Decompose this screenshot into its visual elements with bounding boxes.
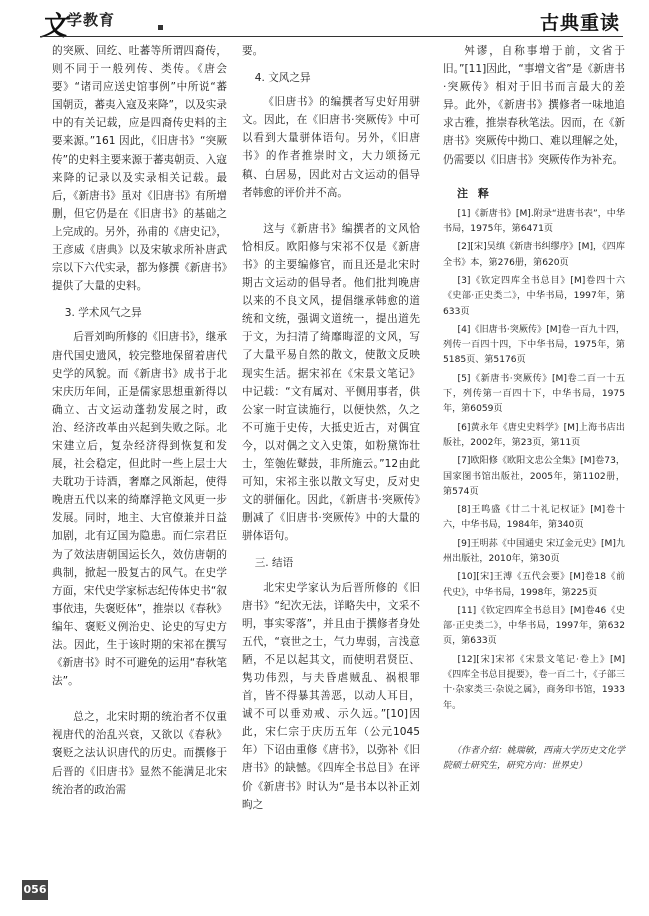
page-header <box>40 8 622 42</box>
subheading: 三. 结语 <box>254 557 294 570</box>
column-2 <box>242 42 420 814</box>
note-item: [11]《钦定四库全书总目》[M]卷46《史部·正史类二》，中华书局，1997年，第632页，第633页 <box>443 605 625 647</box>
note-item: [6]黄永年《唐史史料学》[M]上海书店出版社，2002年，第23页，第11页 <box>443 422 625 448</box>
note-item: [12][宋]宋祁《宋景文笔记·卷上》[M]《四库全书总目提要》，卷一百二十，《子部三十·杂家类三·杂说之属》，商务印书馆，1933年。 <box>443 654 625 711</box>
header-rule <box>40 36 623 37</box>
note-item: [10][宋]王溥《五代会要》[M]卷18《前代史》，中华书局，1998年，第225页 <box>443 572 625 598</box>
magazine-logo-glyph: 文 <box>40 11 67 42</box>
note-item: [5]《新唐书·突厥传》[M]卷二百一十五下，列传第一百四十下，中华书局，1975年，第6059页 <box>443 373 625 415</box>
note-item: [9]王明荪《中国通史 宋辽金元史》[M]九州出版社，2010年，第30页 <box>443 538 625 564</box>
column-1 <box>52 42 227 799</box>
subheading: 3. 学术风气之异 <box>64 307 142 320</box>
page-number: 056 <box>22 880 48 900</box>
notes-list <box>443 207 625 714</box>
paragraph: 的突厥、回纥、吐蕃等所谓四裔传，则不同于一般列传、类传。《唐会要》“诸司应送史馆事例”中所说“蕃国朝贡，蕃夷入寇及来降”，以及实录中的有关记载，应是四裔传史料的主要来源。”161 因此，《旧唐书》“突厥传”的史料主要来源于蕃夷朝贡、入寇来降的记录以及实录相关记载。最后，《新唐书》虽对《旧唐书》有所增删，但它仍是在《旧唐书》的基础之上完成的。另外，孙甫的《唐史记》，王彦威《唐典》以及宋敏求所补唐武宗以下六代实录，都为修撰《新唐书》提供了大量的史料。 <box>52 45 227 293</box>
magazine-logo-text: 学教育 <box>67 11 116 29</box>
paragraph: 北宋史学家认为后晋所修的《旧唐书》“纪次无法，详略失中，文采不明，事实零落”，并且由于撰修者身处五代，“衰世之士，气力卑弱，言浅意陋，不足以起其文，而使明君贤臣、隽功伟烈，与夫昏虐贼乱、祸根罪首，皆不得暴其善恶，以动人耳目，诚不可以垂劝戒、示久远。”[10]因此，宋仁宗于庆历五年（公元1045年）下诏由重修《唐书》，以弥补《旧唐书》的缺憾。《四库全书总目》在评价《新唐书》时认为“是书本以补正刘昫之 <box>242 581 420 811</box>
author-info: （作者介绍：姚瑞敏，西南大学历史文化学院硕士研究生，研究方向：世界史） <box>443 745 625 771</box>
paragraph: 舛谬，自称事增于前，文省于旧。”[11]因此，“事增文省”是《新唐书·突厥传》相对于旧书而言最大的差异。此外，《新唐书》撰修者一味地追求古雅，推崇春秋笔法。因而，在《新唐书》突厥传中拗口、难以理解之处，仍需要以《旧唐书》突厥传作为补充。 <box>443 45 625 166</box>
column-3 <box>443 42 625 774</box>
note-item: [1]《新唐书》[M].附录“进唐书表”，中华书局，1975年，第6471页 <box>443 208 625 235</box>
paragraph: 《旧唐书》的编撰者写史好用骈文。因此，在《旧唐书·突厥传》中可以看到大量骈体语句。另外，《旧唐书》的作者推崇时文，大力颂扬元稹、白居易，因此对古文运动的倡导者韩愈的评价并不高。 <box>242 96 420 199</box>
logo-square-icon <box>158 25 163 30</box>
section-title: 古典重读 <box>539 12 620 34</box>
note-item: [7]欧阳修《欧阳文忠公全集》[M]卷73，国家图书馆出版社，2005年，第1102册，第574页 <box>443 456 625 497</box>
paragraph: 要。 <box>242 45 264 57</box>
note-item: [8]王鸣盛《廿二十礼记权证》[M]卷十六，中华书局，1984年，第340页 <box>443 505 625 531</box>
note-item: [2][宋]吴缜《新唐书纠缪序》[M]，《四库全书》本，第276册，第620页 <box>443 242 625 268</box>
note-item: [3]《钦定四库全书总目》[M]卷四十六《史部·正史类二》，中华书局，1997年，第633页 <box>443 275 625 317</box>
paragraph: 这与《新唐书》编撰者的文风恰恰相反。欧阳修与宋祁不仅是《新唐书》的主要编修官，而且还是北宋时期古文运动的倡导者。他们批判晚唐以来的不良文风，提倡继承韩愈的道统和文统，强调文道统一，提出道先于文，为扫清了绮靡晦涩的文风，写了大量平易自然的散文，使散文反映现实生活。据宋祁在《宋景文笔记》中记载：“文有属对、平侧用事者，供公家一时宣读施行，以便快然，久之不可施于史传，大抵史近古，对偶宜今，以对偶之文入史策，如粉黛饰壮士，笙匏佐鼙鼓，非所施云。”12由此可知，宋祁主张以散文写史，反对史文的骈俪化。因此，《新唐书·突厥传》删减了《旧唐书·突厥传》中的大量的骈体语句。 <box>242 222 420 543</box>
paragraph: 总之，北宋时期的统治者不仅重视唐代的治乱兴衰，又欲以《春秋》褒贬之法认识唐代的历史。而撰修于后晋的《旧唐书》显然不能满足北宋统治者的政治需 <box>52 711 227 796</box>
paragraph: 后晋刘昫所修的《旧唐书》，继承唐代国史遗风，较完整地保留着唐代史学的风貌。而《新唐书》成书于北宋庆历年间，正是儒家思想重新得以确立、古文运动蓬勃发展之时，政治、经济改革由兴起到失败之际。北宋建立后，复杂经济得到恢复和发展，社会稳定，但此时一些上层士大夫耽功于诗酒，奢靡之风渐起，使得晚唐五代以来的绮靡浮艳文风更一步发展。同时，地主、大官僚兼并日益加剧，北有辽国为隐患。而仁宗君臣为了效法唐朝国运长久，效仿唐朝的典制，掀起一股复古的风气。在史学方面，宋代史学家标志纪传体史书“叙事依违，失褒贬体”，推崇以《春秋》编年、褒贬义例治史、论史的写史方法。因此，生于该时期的宋祁在撰写《新唐书》时不可避免的运用“春秋笔法”。 <box>52 331 227 688</box>
subheading: 4. 文风之异 <box>254 72 311 85</box>
notes-heading: 注 释 <box>457 186 492 200</box>
note-item: [4]《旧唐书·突厥传》[M]卷一百九十四，列传一百四十四，下中华书局，1975年，第5185页、第5176页 <box>443 324 625 366</box>
